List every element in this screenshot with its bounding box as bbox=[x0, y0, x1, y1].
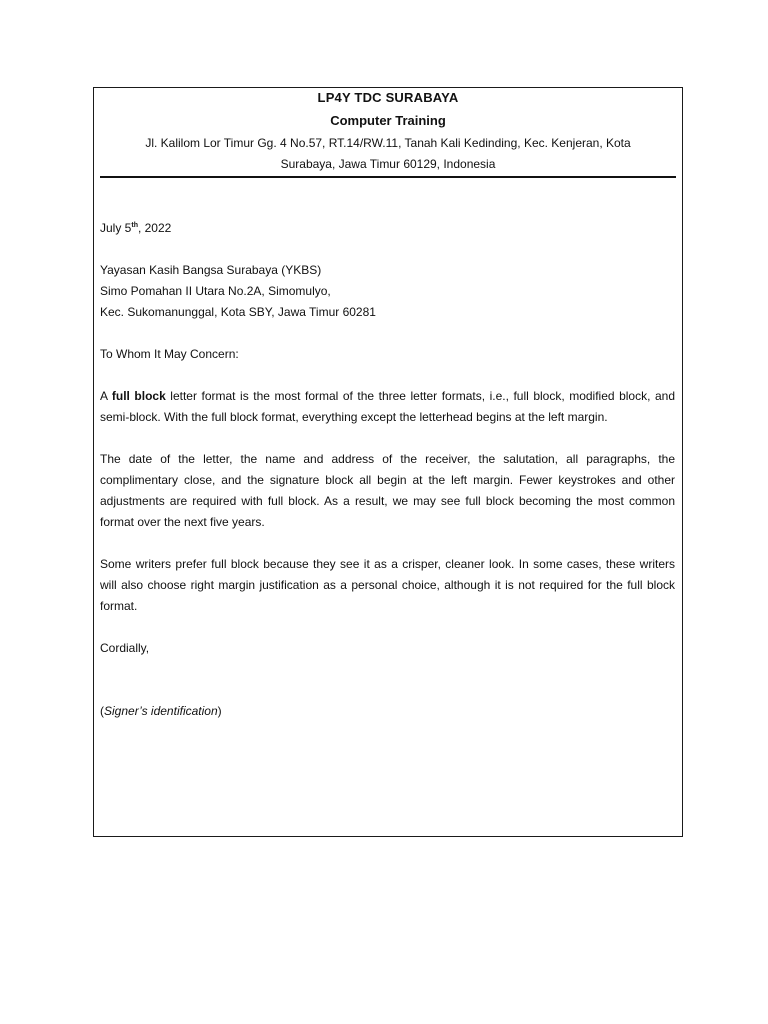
letter-body bbox=[100, 218, 675, 722]
paragraph-2: The date of the letter, the name and address of the receiver, the salutation, all paragraphs, the complimentary close, and the signature block all begin at the left margin. Fewer keystrokes and other adjustments are required with full block. As a result, we may see full block becoming the most common format over the next five years. bbox=[100, 452, 675, 529]
paragraph-1 bbox=[100, 386, 675, 428]
signature-close-paren: ) bbox=[217, 704, 222, 718]
recipient-address bbox=[100, 260, 675, 323]
letter-page bbox=[93, 87, 683, 837]
date-suffix: th bbox=[131, 222, 138, 229]
letter-date bbox=[100, 218, 675, 239]
salutation: To Whom It May Concern: bbox=[100, 347, 239, 361]
letterhead bbox=[100, 88, 676, 175]
paragraph-1-start: A bbox=[100, 389, 112, 403]
signature-open-paren: ( bbox=[100, 704, 104, 718]
signature-text: Signer’s identification bbox=[104, 704, 218, 718]
paragraph-1-rest: letter format is the most formal of the three letter formats, i.e., full block, modified block, and semi-block. With the full block format, everything except the letterhead begins at the left margin. bbox=[100, 389, 675, 424]
paragraph-1-bold: full block bbox=[111, 389, 166, 403]
recipient-line-3: Kec. Sukomanunggal, Kota SBY, Jawa Timur 60281 bbox=[100, 305, 376, 319]
paragraph-3: Some writers prefer full block because they see it as a crisper, cleaner look. In some cases, these writers will also choose right margin justification as a personal choice, although it is not required for the full block format. bbox=[100, 557, 675, 613]
date-year: , 2022 bbox=[137, 221, 172, 235]
department-name: Computer Training bbox=[330, 113, 446, 128]
signature-block bbox=[100, 701, 675, 722]
recipient-line-2: Simo Pomahan II Utara No.2A, Simomulyo, bbox=[100, 284, 331, 298]
recipient-line-1: Yayasan Kasih Bangsa Surabaya (YKBS) bbox=[100, 263, 322, 277]
date-month-day: July 5 bbox=[100, 221, 132, 235]
organization-name: LP4Y TDC SURABAYA bbox=[317, 90, 459, 105]
organization-address: Jl. Kalilom Lor Timur Gg. 4 No.57, RT.14/RW.11, Tanah Kali Kedinding, Kec. Kenjeran, Kota Surabaya, Jawa Timur 60129, Indonesia bbox=[145, 136, 631, 171]
letterhead-divider bbox=[100, 176, 676, 178]
complimentary-close: Cordially, bbox=[100, 641, 150, 655]
